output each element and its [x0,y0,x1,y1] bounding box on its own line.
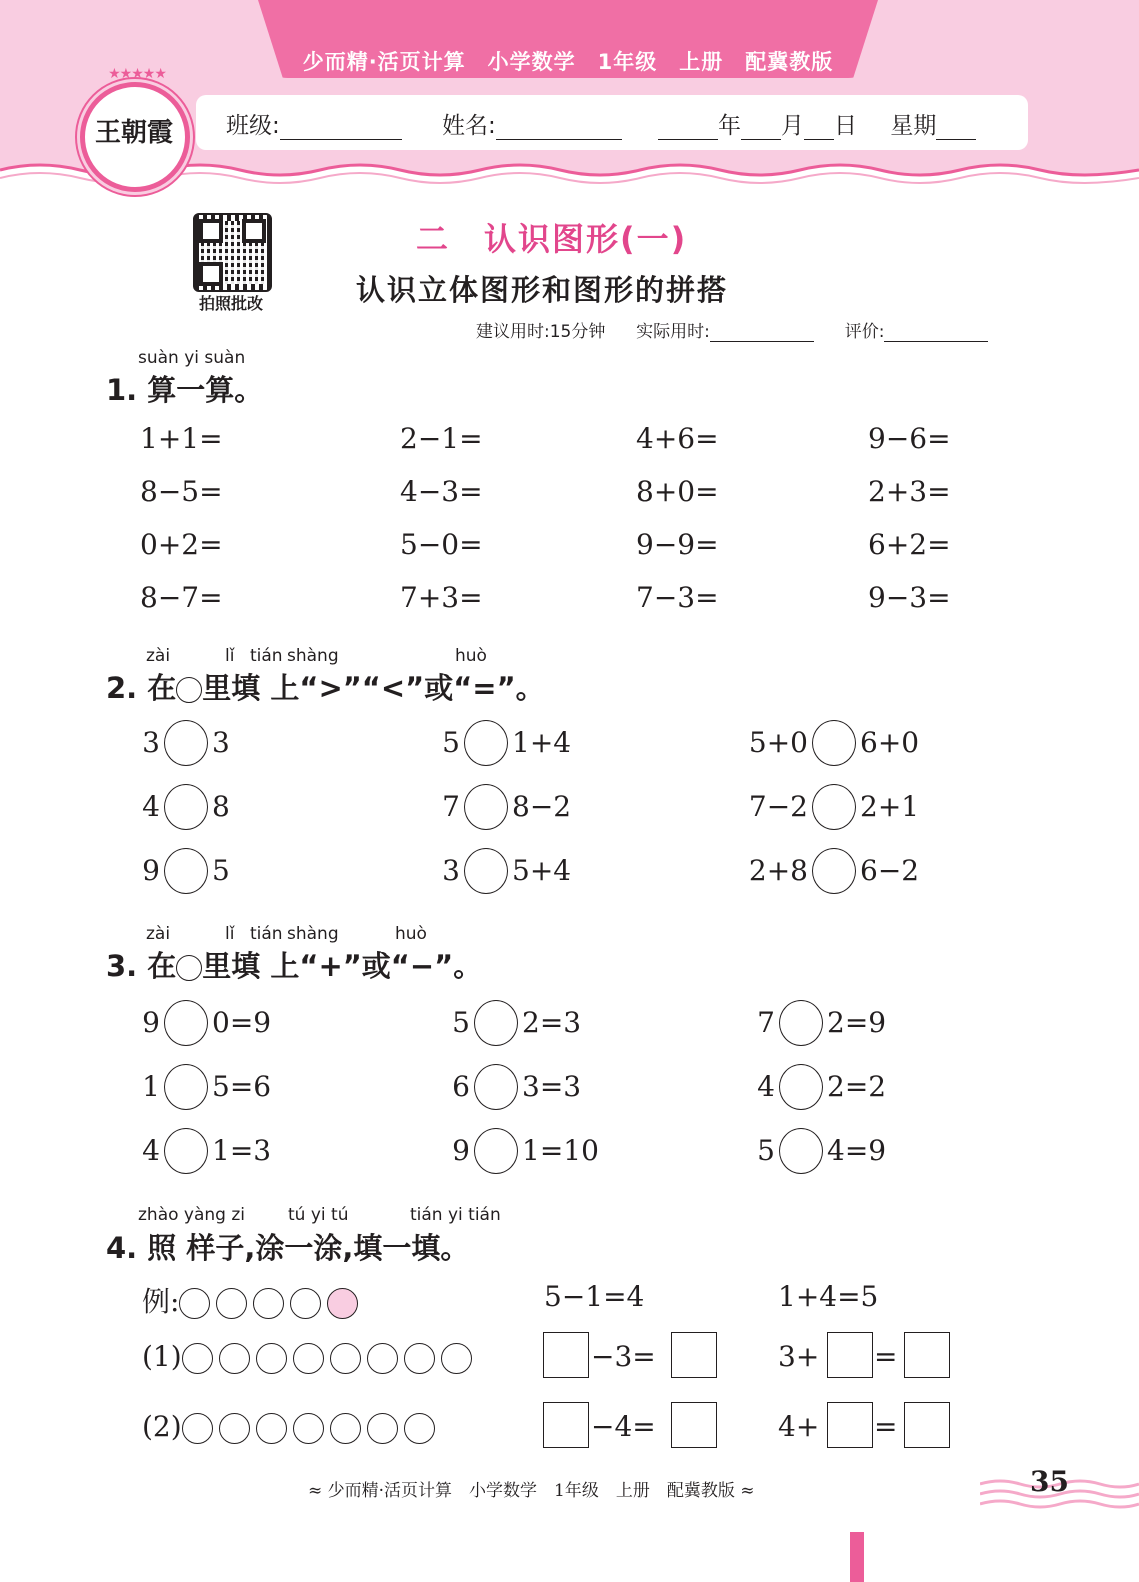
star-icon: ★★★★★ [108,66,166,82]
suggested-time: 建议用时:15分钟 [476,322,606,342]
q1-pinyin: suàn yi suàn [138,348,246,368]
qr-label: 拍照批改 [198,294,263,313]
q1-expression: 4−3= [400,475,483,508]
q3-right-operand: 3=3 [522,1070,582,1103]
example-eq2: 1+4=5 [778,1280,879,1313]
q2-left-operand: 3 [442,854,460,887]
q2-right-operand: 8−2 [512,790,572,823]
circle-icon [179,1288,210,1319]
q2-left-operand: 5 [442,726,460,759]
circle-icon[interactable] [219,1343,250,1374]
weekday-label: 星期 [890,113,937,139]
circle-icon[interactable] [441,1343,472,1374]
footer-text: ≈ 少而精·活页计算 小学数学 1年级 上册 配冀教版 ≈ [308,1481,755,1501]
name-field[interactable] [442,107,622,140]
circle-icon[interactable] [256,1343,287,1374]
answer-circle[interactable] [812,720,856,766]
actual-time-blank[interactable] [710,325,814,342]
page-number: 35 [1030,1465,1069,1498]
name-label: 姓名: [442,113,496,139]
q2-left-operand: 2+8 [748,854,808,887]
qr-code-icon[interactable] [193,213,272,292]
circle-icon[interactable] [330,1413,361,1444]
q2-right-operand: 1+4 [512,726,572,759]
q2-right-operand: 5 [212,854,230,887]
q2-right-operand: 2+1 [860,790,920,823]
answer-circle[interactable] [779,1000,823,1046]
q2-left-operand: 9 [142,854,160,887]
actual-time-label: 实际用时: [636,322,710,342]
q3-left-operand: 7 [757,1006,775,1039]
class-blank[interactable] [280,117,402,140]
answer-box[interactable] [904,1332,950,1378]
day-blank[interactable] [804,117,834,140]
q3-left-operand: 4 [757,1070,775,1103]
q2-right-operand: 3 [212,726,230,759]
circle-icon [290,1288,321,1319]
q1-expression: 7−3= [636,581,719,614]
q3-left-operand: 9 [142,1006,160,1039]
q3-right-operand: 1=10 [522,1134,599,1167]
q3-right-operand: 1=3 [212,1134,272,1167]
rating-label: 评价: [844,322,885,342]
item1-eq2a: 3+ [778,1340,820,1373]
q3-pinyin-li: lǐ [225,924,235,944]
circle-icon[interactable] [367,1413,398,1444]
answer-circle[interactable] [464,784,508,830]
circle-icon[interactable] [367,1343,398,1374]
q1-expression: 7+3= [400,581,483,614]
item2-eq2a: 4+ [778,1410,820,1443]
q4-heading: 4. 照 样子,涂一涂,填一填。 [106,1231,470,1265]
q3-right-operand: 2=3 [522,1006,582,1039]
class-field[interactable] [226,107,402,140]
weekday-blank[interactable] [936,117,976,140]
filled-circle-icon [327,1288,358,1319]
series-title: 少而精·活页计算 小学数学 1年级 上册 配冀教版 [302,50,834,74]
answer-circle[interactable] [474,1064,518,1110]
q2-left-operand: 7 [442,790,460,823]
q2-right-operand: 8 [212,790,230,823]
q1-expression: 8−5= [140,475,223,508]
q3-right-operand: 5=6 [212,1070,272,1103]
circle-icon[interactable] [293,1413,324,1444]
answer-box[interactable] [827,1332,873,1378]
q2-heading: 2. 在 里填 上“>”“<”或“=”。 [106,671,545,705]
q3-left-operand: 6 [452,1070,470,1103]
answer-circle[interactable] [812,848,856,894]
q1-expression: 9−6= [868,422,951,455]
q3-left-operand: 4 [142,1134,160,1167]
time-line [476,317,988,342]
q3-right-operand: 4=9 [827,1134,887,1167]
q1-expression: 8+0= [636,475,719,508]
item2-label: (2) [142,1410,182,1443]
q2-left-operand: 4 [142,790,160,823]
q1-expression: 2+3= [868,475,951,508]
q1-expression: 9−9= [636,528,719,561]
q3-right-operand: 2=9 [827,1006,887,1039]
q2-right-operand: 5+4 [512,854,572,887]
q3-right-operand: 2=2 [827,1070,887,1103]
circle-icon [216,1288,247,1319]
q2-pinyin-zai: zài [146,646,171,666]
answer-circle[interactable] [164,1000,208,1046]
answer-circle[interactable] [164,1064,208,1110]
q3-left-operand: 5 [757,1134,775,1167]
circle-icon[interactable] [182,1343,213,1374]
q1-heading: 1. 算一算。 [106,373,264,407]
q1-expression: 9−3= [868,581,951,614]
q3-left-operand: 5 [452,1006,470,1039]
answer-box[interactable] [671,1332,717,1378]
q2-pinyin-shang: shàng [287,646,339,666]
answer-circle[interactable] [164,720,208,766]
circle-icon [176,955,202,981]
circle-icon[interactable] [330,1343,361,1374]
item2-row [142,1410,441,1444]
q2-left-operand: 5+0 [748,726,808,759]
answer-circle[interactable] [474,1000,518,1046]
circle-icon[interactable] [293,1343,324,1374]
circle-icon[interactable] [182,1413,213,1444]
q4-pinyin-tianyitian: tián yi tián [410,1205,501,1225]
month-blank[interactable] [741,117,781,140]
month-label: 月 [781,113,804,139]
q1-expression: 6+2= [868,528,951,561]
q3-pinyin-zai: zài [146,924,171,944]
q3-left-operand: 9 [452,1134,470,1167]
q3-pinyin-huo: huò [395,924,427,944]
answer-circle[interactable] [779,1064,823,1110]
q2-pinyin-tian: tián [250,646,283,666]
rating-blank[interactable] [884,325,988,342]
q1-expression: 0+2= [140,528,223,561]
unit-title: 二 认识图形(一) [416,220,688,258]
class-label: 班级: [226,113,280,139]
q3-right-operand: 0=9 [212,1006,272,1039]
year-blank[interactable] [658,117,718,140]
answer-circle[interactable] [464,848,508,894]
q1-expression: 8−7= [140,581,223,614]
answer-circle[interactable] [812,784,856,830]
circle-icon[interactable] [404,1343,435,1374]
answer-box[interactable] [671,1402,717,1448]
example-label: 例: [142,1285,180,1318]
logo-text: 王朝霞 [94,118,173,148]
q4-pinyin-zhaoyangzi: zhào yàng zi [138,1205,246,1225]
answer-box[interactable] [543,1402,589,1448]
q3-heading: 3. 在 里填 上“+”或“−”。 [106,949,483,983]
answer-circle[interactable] [164,784,208,830]
answer-circle[interactable] [164,1128,208,1174]
answer-circle[interactable] [164,848,208,894]
circle-icon[interactable] [404,1413,435,1444]
q1-expression: 1+1= [140,422,223,455]
q2-pinyin-li: lǐ [225,646,235,666]
circle-icon[interactable] [256,1413,287,1444]
q3-left-operand: 1 [142,1070,160,1103]
answer-circle[interactable] [474,1128,518,1174]
circle-icon [176,677,202,703]
q1-expression: 2−1= [400,422,483,455]
circle-icon[interactable] [219,1413,250,1444]
q3-pinyin-tian: tián [250,924,283,944]
q3-pinyin-shang: shàng [287,924,339,944]
name-blank[interactable] [496,117,622,140]
item1-eq1: −3= [591,1340,656,1373]
q1-expression: 4+6= [636,422,719,455]
lesson-title: 认识立体图形和图形的拼搭 [356,273,729,307]
answer-box[interactable] [904,1402,950,1448]
answer-box[interactable] [543,1332,589,1378]
date-field[interactable] [658,107,976,140]
item1-row [142,1340,478,1374]
answer-circle[interactable] [779,1128,823,1174]
answer-box[interactable] [827,1402,873,1448]
item1-eq2b: = [874,1340,898,1373]
q2-right-operand: 6−2 [860,854,920,887]
q2-left-operand: 7−2 [748,790,808,823]
item2-eq1: −4= [591,1410,656,1443]
example-eq1: 5−1=4 [544,1280,645,1313]
item2-eq2b: = [874,1410,898,1443]
q2-left-operand: 3 [142,726,160,759]
q2-right-operand: 6+0 [860,726,920,759]
day-label: 日 [834,113,857,139]
page-edge-marker [850,1532,864,1582]
q2-pinyin-huo: huò [455,646,487,666]
answer-circle[interactable] [464,720,508,766]
year-label: 年 [718,113,741,139]
example-row [142,1280,364,1320]
q4-pinyin-tuyitu: tú yi tú [288,1205,349,1225]
q1-expression: 5−0= [400,528,483,561]
circle-icon [253,1288,284,1319]
item1-label: (1) [142,1340,182,1373]
